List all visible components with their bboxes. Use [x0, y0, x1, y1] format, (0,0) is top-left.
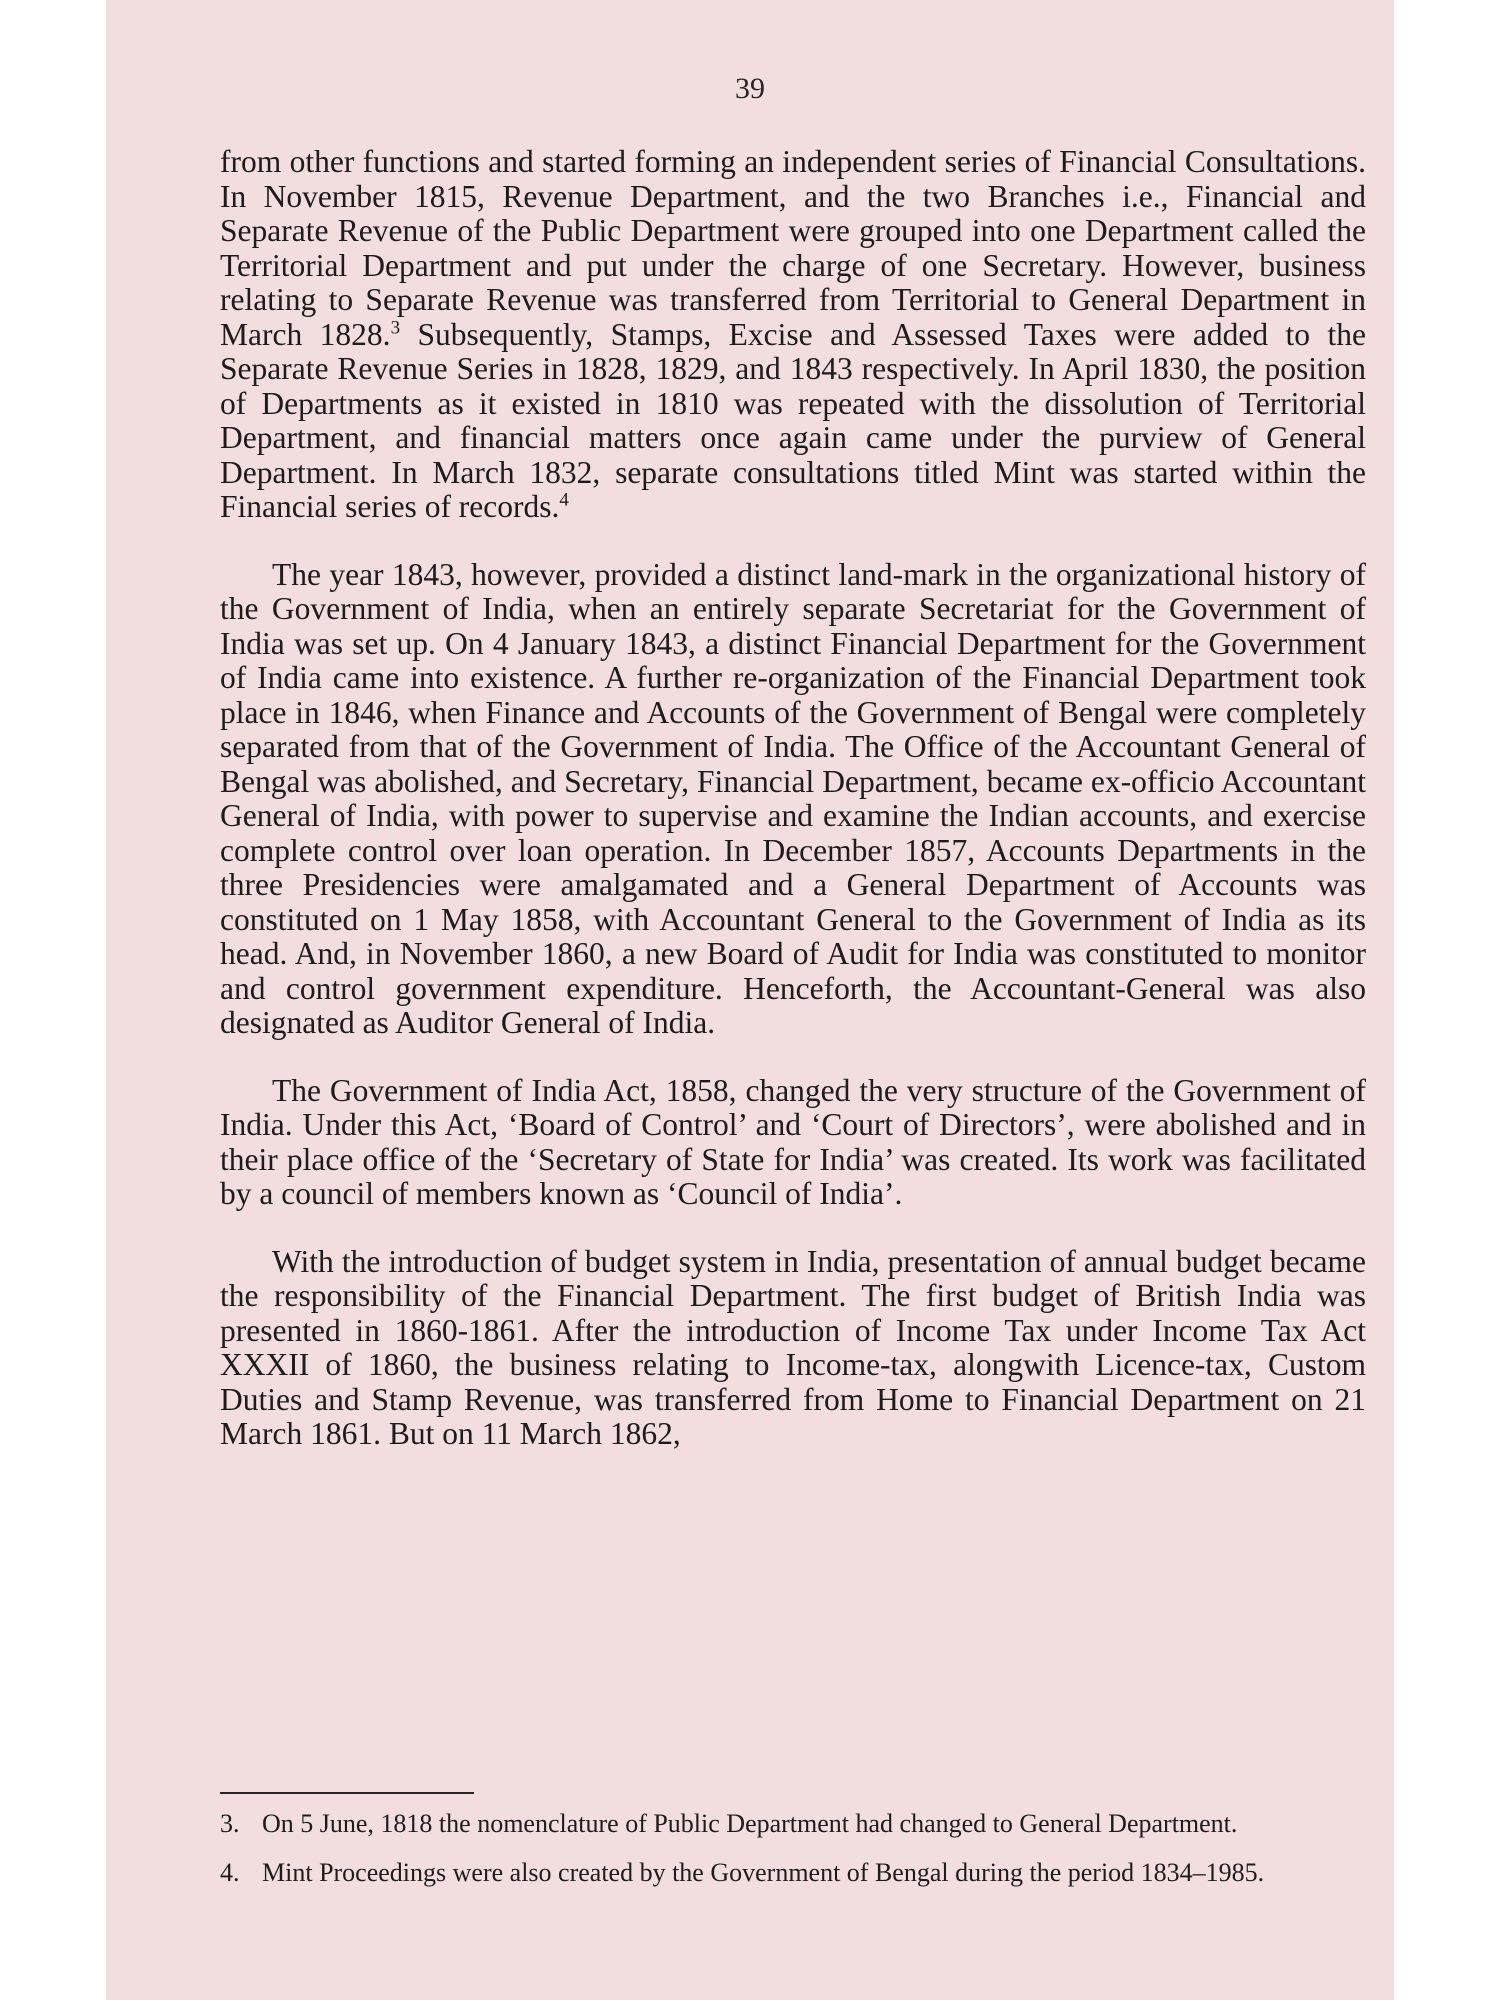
footnote-3 [220, 1810, 1360, 1837]
paragraph-4: With the introduction of budget system in India, presentation of annual budget became the responsibility of the Financial Department. The first budget of British India was presented in 1860-1861. After the introduction of Income Tax under Income Tax Act XXXII of 1860, the business relating to Income-tax, alongwith Licence-tax, Custom Duties and Stamp Revenue, was transferred from Home to Financial Department on 21 March 1861. But on 11 March 1862, [220, 1243, 1366, 1451]
body-text [220, 145, 1366, 1452]
page-number: 39 [735, 72, 765, 105]
paragraph-1-text-continued: Subsequently, Stamps, Excise and Assessed Taxes were added to the Separate Revenue Series in 1828, 1829, and 1843 respectively. In April 1830, the position of Departments as it existed in 1810 was repeated with the dissolution of Territorial Department, and financial matters once again came under the purview of General Department. In March 1832, separate consultations titled Mint was started within the Financial series of records. [220, 316, 1366, 524]
footnote-text: On 5 June, 1818 the nomenclature of Public Department had changed to General Department. [262, 1809, 1238, 1838]
paragraph-2: The year 1843, however, provided a distinct land-mark in the organizational history of the Government of India, when an entirely separate Secretariat for the Government of India was set up. On 4 January 1843, a distinct Financial Department for the Government of India came into existence. A further re-organization of the Financial Department took place in 1846, when Finance and Accounts of the Government of Bengal were completely separated from that of the Government of India. The Office of the Accountant General of Bengal was abolished, and Secretary, Financial Department, became ex-officio Accountant General of India, with power to supervise and examine the Indian accounts, and exercise complete control over loan operation. In December 1857, Accounts Departments in the three Presidencies were amalgamated and a General Department of Accounts was constituted on 1 May 1858, with Accountant General to the Government of India as its head. And, in November 1860, a new Board of Audit for India was constituted to monitor and control government expenditure. Henceforth, the Accountant-General was also designated as Auditor General of India. [220, 556, 1366, 1040]
paragraph-1 [220, 145, 1366, 525]
footnote-number: 4. [220, 1858, 240, 1887]
paragraph-1-text: from other functions and started forming an independent series of Financial Consultations. In November 1815, Revenue Department, and the two Branches i.e., Financial and Separate Revenue of the Public Department were grouped into one Department called the Territorial Department and put under the charge of one Secretary. However, business relating to Separate Revenue was transferred from Territorial to General Department in March 1828. [220, 144, 1366, 352]
footnote-ref-3: 3 [390, 317, 401, 338]
footnote-text: Mint Proceedings were also created by the Government of Bengal during the period 1834–1985. [262, 1858, 1265, 1887]
footnotes [220, 1810, 1360, 1908]
footnote-divider [220, 1792, 474, 1794]
book-page [106, 0, 1394, 2000]
footnote-4 [220, 1859, 1360, 1886]
paragraph-3: The Government of India Act, 1858, changed the very structure of the Government of India. Under this Act, ‘Board of Control’ and ‘Court of Directors’, were abolished and in their place office of the ‘Secretary of State for India’ was created. Its work was facilitated by a council of members known as ‘Council of India’. [220, 1072, 1366, 1211]
footnote-number: 3. [220, 1809, 240, 1838]
footnote-ref-4: 4 [559, 489, 569, 511]
